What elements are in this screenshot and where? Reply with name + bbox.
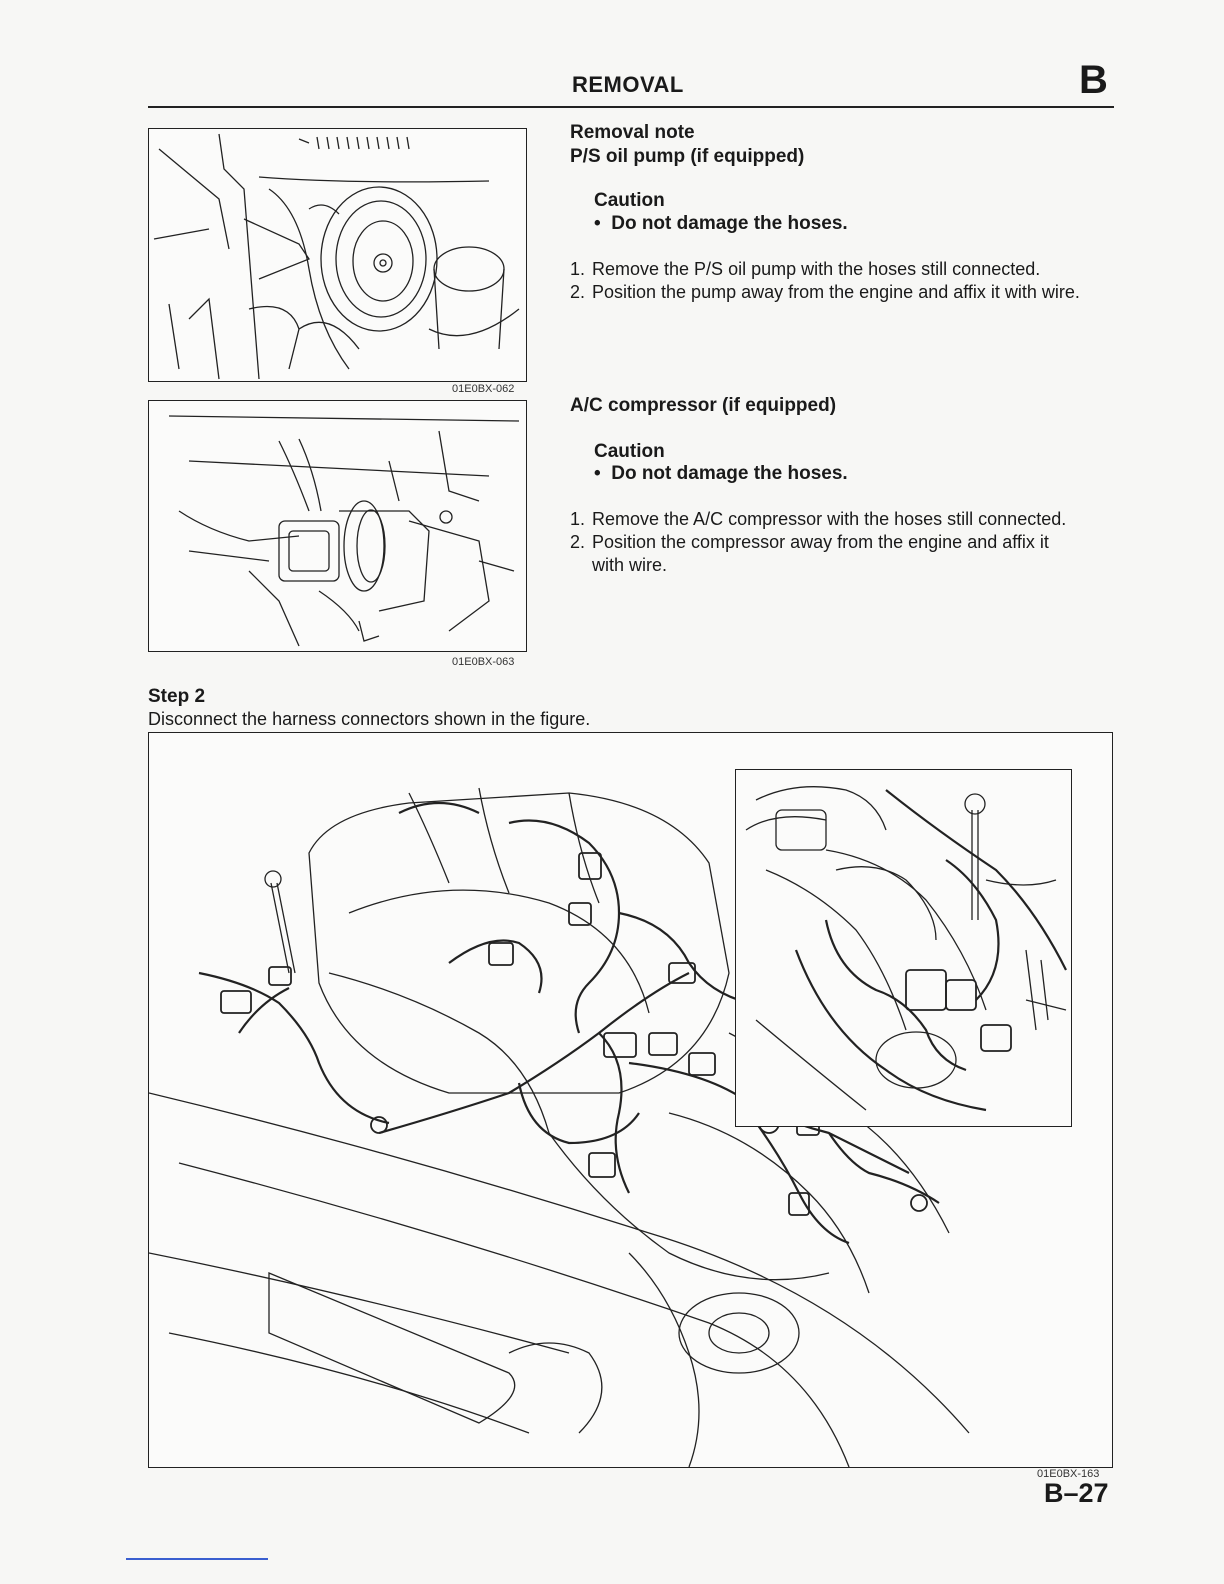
ps-step-1: 1. Remove the P/S oil pump with the hoses still connected. [570,259,1041,279]
step2-heading: Step 2 [148,686,206,707]
ps-caution-item: • Do not damage the hoses. [594,213,848,234]
section-title: REMOVAL [572,72,684,97]
step2-text: Disconnect the harness connectors shown in the figure. [148,709,591,729]
ps-caution-label: Caution [594,190,665,211]
bullet-icon: • [594,213,612,234]
figure-inset-detail [735,769,1072,1127]
figure-code-1: 01E0BX-062 [452,383,515,395]
ac-step-2: 2. Position the compressor away from the engine and affix it [570,532,1049,552]
inset-connector-illustration [736,770,1071,1126]
ac-caution-label: Caution [594,441,665,462]
figure-ps-pump [148,128,527,382]
removal-note-title: Removal note [570,122,695,143]
ps-pump-heading: P/S oil pump (if equipped) [570,146,805,167]
ac-step-1: 1. Remove the A/C compressor with the hoses still connected. [570,509,1067,529]
ac-caution-item: • Do not damage the hoses. [594,463,848,484]
page-number: B–27 [1044,1478,1109,1508]
figure-code-2: 01E0BX-063 [452,656,515,668]
section-letter: B [1079,58,1108,102]
ps-pump-illustration [149,129,526,381]
bullet-icon: • [594,463,612,484]
ac-step-2-cont: with wire. [592,555,668,575]
figure-code-3: 01E0BX-163 [1037,1468,1100,1480]
ac-compressor-illustration [149,401,526,651]
bottom-link-bar [126,1558,268,1560]
ps-step-2: 2. Position the pump away from the engine and affix it with wire. [570,282,1080,302]
figure-ac-compressor [148,400,527,652]
ac-compressor-heading: A/C compressor (if equipped) [570,395,837,416]
header-rule [148,106,1114,108]
